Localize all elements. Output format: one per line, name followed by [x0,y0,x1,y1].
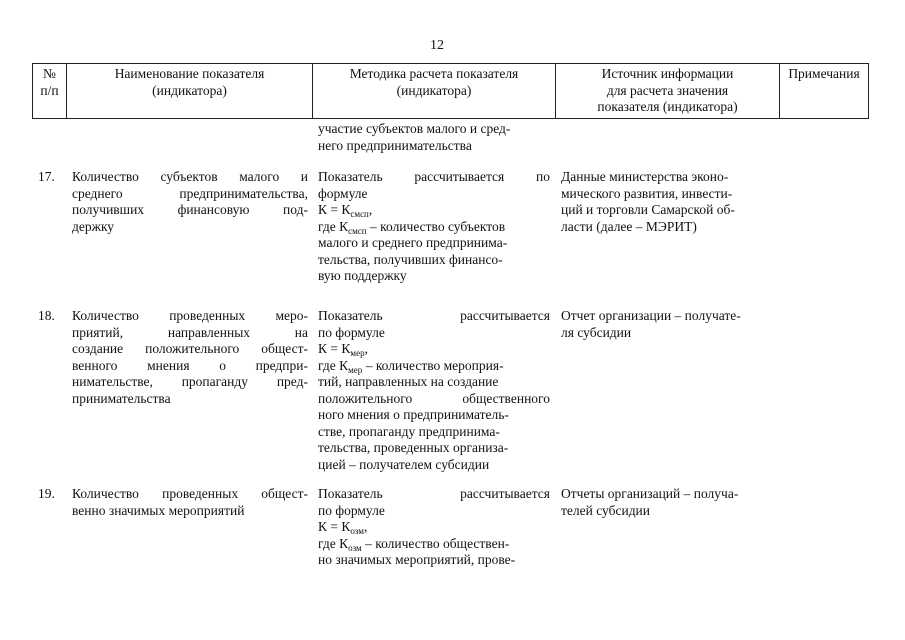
row-19-method: Показатель рассчитывается по формуле $К = К_{озм}$, где $К_{озм}$ – количество обществен- но значимых мероприятий, прове- [318,486,550,567]
row-18-method: Показатель рассчитывается по формуле $К = К_{мер}$, где $К_{мер}$ – количество мероприя- тий, направленных на создание положительного общественного ного мнения о предприниматель- стве, пропаганду предпринима- тельства, проведенных организа- цией – получателем субсидии [318,308,550,472]
row-17-name: Количество субъектов малого и среднего предпринимательства, получивших финансовую под- держку [72,169,308,234]
row-17-method: Показатель рассчитывается по формуле $К = К_{смсп}$, где $К_{смсп}$ – количество субъектов малого и среднего предпринима- тельства, получивших финансо- вую поддержку [318,169,550,283]
row-18-number: 18. [38,308,55,323]
header-top-border [32,63,869,64]
page-number: 12 [430,38,444,53]
row-18-source: Отчет организации – получате- ля субсидии [561,308,741,340]
header-col-method: Методика расчета показателя (индикатора) [349,66,519,98]
col-divider-right [868,63,869,119]
header-col-name: Наименование показателя (индикатора) [114,66,265,98]
row-18-name: Количество проведенных меро- приятий, направленных на создание положительного общест- венного мнения о предпри- нимательстве, пропаганду пред- принимательства [72,308,308,406]
row-17-number: 17. [38,169,55,184]
header-col-notes: Примечания [788,66,860,81]
continuation-text: участие субъектов малого и сред- него предпринимательства [318,121,511,153]
row-17-source: Данные министерства эконо- мического развития, инвести- ций и торговли Самарской об- ласти (далее – МЭРИТ) [561,169,735,234]
row-19-name: Количество проведенных общест- венно значимых мероприятий [72,486,308,518]
row-19-source: Отчеты организаций – получа- телей субсидии [561,486,739,518]
header-bottom-border [32,118,869,119]
header-col-number: № п/п [40,66,59,98]
row-19-number: 19. [38,486,55,501]
header-col-source: Источник информации для расчета значения показателя (индикатора) [597,66,738,114]
